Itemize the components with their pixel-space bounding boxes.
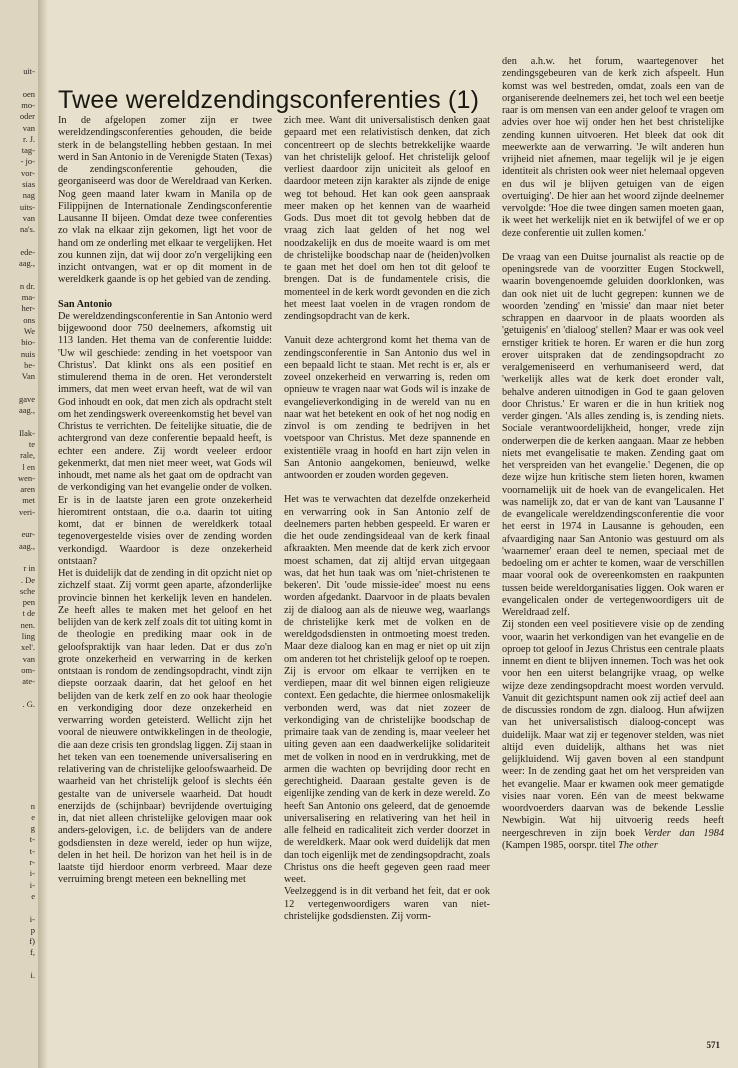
paragraph: Veelzeggend is in dit verband het feit, dat er ook 12 vertegenwoordigers waren van niet-christelijke godsdiensten. Zij vorm- — [284, 886, 490, 922]
article-column-1 — [58, 115, 272, 887]
strip-text-fragment: - jo- — [20, 156, 35, 167]
strip-text-fragment: veri- — [18, 506, 35, 517]
strip-text-fragment: g — [30, 823, 35, 834]
strip-text-fragment: t de — [22, 608, 35, 619]
strip-text-fragment: n — [30, 800, 35, 811]
article-column-2 — [284, 115, 490, 923]
paragraph: De wereldzendingsconferentie in San Antonio werd bijgewoond door 750 deelnemers, afkomstig uit 113 landen. Het thema van de conferentie luidde: 'Uw wil geschiede: zending in het voetspoor van Christus'. Dat klinkt ons als een positief en stimulerend thema in de oren. Het veronderstelt immers, dat men weet ervan heeft, wat de wil van God inhoudt en ook, dat men zich als opdracht stelt om het zendingswerk overeenkomstig het bevel van Christus te verrichten. De feitelijke situatie, die de achtergrond van deze conferentie bepaald heeft, is echter een andere. Zij wordt veeleer erdoor gekenmerkt, dat men niet meer weet, wat Gods wil inhoudt, met name als het gaat om de opdracht van de verkondiging van het evangelie onder de volken. Er is in de laatste jaren een grote onzekerheid hieromtrent ontstaan, die o.a. daarin tot uiting komt, dat er binnen de wereldkerk totaal tegenovergestelde visies over de zending worden verkondigd. Waardoor is deze onzekerheid ontstaan? — [58, 310, 272, 567]
paragraph: Het was te verwachten dat dezelfde onzekerheid en verwarring ook in San Antonio zelf de deelnemers parten hebben gespeeld. Er waren er die het oude zendingsideaal van de kerk finaal afkraakten. Men meende dat de kerk zich ervoor moest schamen, dat zij altijd ervan uitgegaan was, dat het hun taak was om 'niet-christenen te bekeren'. Dit 'oude missie-idee' moest nu eens worden afgedankt. Daarvoor in de plaats bevalen zij de dialoog aan als de nieuwe weg, waarlangs de christelijke kerk met de volken en de wereldgodsdiensten in ontmoeting moest treden. Maar deze dialoog kan en mag er niet op uit zijn om anderen tot het christelijk geloof op te roepen. Zij is ervoor om elkaar te verrijken en te verdiepen, maar dit wel binnen eigen religieuze context. Een gedachte, die hiermee onlosmakelijk verbonden werd, was dat niet zozeer de verkondiging van de christelijke boodschap de primaire taak van de zending is, maar veeleer het uiting geven aan een daadwerkelijke solidariteit met de volken in nood en in verdrukking, met de armen die wachten op bevrijding door recht en gerechtigheid. Daaraan gestalte geven is de eigenlijke zending van de kerk in deze wereld. Zo heeft San Antonio ons geleerd, dat de genoemde universalisering en relativering van het heil in alle felheid en radicaliteit zich verder doorzet in de wereldkerk. Maar ook werd duidelijk dat men dan toch eigenlijk met de zendingsopdracht, zoals Christus ons die heeft gegeven geen raad meer weet. — [284, 494, 490, 885]
strip-text-fragment: Van — [21, 371, 35, 382]
paragraph: den a.h.w. het forum, waartegenover het zendingsgebeuren van de kerk zich afspeelt. Hun komst was wel bestreden, omdat, zoals een van de organiserende deelnemers zei, het toch wel een beetje raar is om mensen van een ander geloof te vragen om advies over hoe wij onder hen het best christelijke zending kunnen uitvoeren. Het bleek dat ook dit meewerkte aan de verwarring. 'Je wilt anderen hun vrijheid niet afnemen, maar tegelijk wil je je eigen identiteit als christen ook weer niet helemaal opgeven en dus wil je blijven getuigen van de eigen overtuiging'. De hier aan het woord zijnde deelnemer vervolgde: 'Hoe die twee dingen samen moeten gaan, ik weet het werkelijk niet en ik betwijfel of we er op deze conferentie uit zullen komen.' — [502, 56, 724, 239]
paragraph — [502, 619, 724, 852]
strip-text-fragment: e — [31, 890, 35, 901]
strip-text-fragment: uits- — [19, 201, 35, 212]
article-column-3 — [502, 56, 724, 852]
strip-text-fragment: ate- — [22, 676, 35, 687]
text-run: Zij stonden een veel positievere visie op de zending voor, waarin het verkondigen van het evangelie en de oproep tot geloof in Jezus Christus een centrale plaats innemt en dient te blijven innemen. Toch was het ook voor hen een uiterst belangrijke vraag, op welke wijze deze zendingsopdracht moest worden vervuld. Vanuit dit gezichtspunt namen ook zij actief deel aan de discussies rondom de zgn. dialoog. Hun afwijzen van het universalistisch dialoog-concept was duidelijk. Maar wat zij er tegenover stelden, was niet altijd even duidelijk, althans het was niet gelijkluidend. Wij gaven boven al een standpunt weer: In de zending gaat het om het verspreiden van het evangelie. Maar er kwamen ook meer gematigde visies naar voren. Eén van de meest bekwame woordvoerders daarvan was de bekende Lesslie Newbigin. Wat hij uitvoerig reeds heeft neergeschreven in zijn boek — [502, 619, 724, 839]
strip-text-fragment: ma- — [21, 292, 35, 302]
strip-text-fragment: wen- — [18, 472, 35, 483]
strip-text-fragment: i- — [29, 913, 35, 924]
strip-text-fragment: i. — [30, 970, 35, 980]
strip-text-fragment: pen — [22, 597, 35, 608]
paragraph: In de afgelopen zomer zijn er twee wereldzendingsconferenties gehouden, die beide sterk in de belangstelling hebben gestaan. In mei werd in San Antonio in de Verenigde Staten (Texas) de zendingsconferentie gehouden, die georganiseerd was door de Wereldraad van Kerken. Nog geen maand later kwam in Manila op de Filippijnen de Internationale Zendingsconferentie Lausanne II bijeen. Omdat deze twee conferenties zo vlak na elkaar zijn gekomen, ligt het voor de hand om ze onderling met elkaar te vergelijken. Het zou kunnen zijn, dat wij door zo'n vergelijking een inzicht ontvangen, wat er op dit moment in de wereldkerk gaande is op het gebied van de zending. — [58, 115, 272, 286]
strip-text-fragment: nag — [22, 190, 35, 201]
strip-text-fragment: r- — [29, 857, 35, 867]
strip-text-fragment: l en — [22, 461, 35, 472]
strip-text-fragment: om- — [21, 664, 35, 675]
strip-text-fragment: We — [23, 325, 35, 336]
strip-text-fragment: van — [22, 122, 35, 133]
strip-text-fragment: f, — [30, 947, 35, 958]
paragraph: Het is duidelijk dat de zending in dit opzicht niet op zichzelf staat. Zij vormt geen aparte, afzonderlijke provincie binnen het kerkelijk leven en handelen. Ze heeft alles te maken met het geloof en het belijden van de kerk zelf zoals dit tot uiting komt in de theologie en prediking maar ook in de geloofspraktijk van haar leden. Dat er dus zo'n grote onzekerheid en verwarring in de kerken ontstaan is rondom de zendingsopdracht, vindt zijn diepste oorzaak daarin, dat het geloof en het belijden van de kerk zelf en zo ook haar theologie en verkondiging door deze onzekerheid en verwarring worden geteisterd. Wellicht zijn het vooral de nieuwere ontwikkelingen in de theologie, die aan deze crisis ten grondslag liggen. Zij staan in het teken van een toenemende universalisering en relativering van de christelijke geloofswaarheid. De waarheid van het christelijk geloof is slechts één gestalte van de universele waarheid. Dat houdt enerzijds de (schijnbaar) bevrijdende overtuiging in, dat niet alleen christelijke gelovigen maar ook anders-gelovigen, i.c. de belijders van de andere godsdiensten in deze wereld, ieder op hun wijze, delen in het heil. De horizon van het heil is in de laatste tijd hierdoor enorm verbreed. Maar deze verruiming brengt meteen een beknelling met — [58, 568, 272, 886]
strip-text-fragment: ons — [23, 314, 35, 325]
strip-text-fragment: mo- — [21, 99, 35, 110]
strip-text-fragment: uit- — [23, 66, 35, 76]
strip-text-fragment: eur- — [21, 529, 35, 540]
strip-text-fragment: f) — [29, 936, 35, 947]
strip-text-fragment: tag- — [21, 145, 35, 156]
page-number: 571 — [706, 1040, 720, 1050]
strip-text-fragment: aren — [20, 484, 35, 495]
paragraph: De vraag van een Duitse journalist als reactie op de openingsrede van de voorzitter Eugen Stockwell, waarin bovengenoemde geluiden doorklonken, was dan ook niet uit de lucht gegrepen: kunnen we de woorden 'zending' en 'missie' dan maar niet beter schrappen en daarvoor in de plaats woorden als 'getuigenis' en 'dialoog' stellen? Maar er was ook veel ernstiger kritiek te horen. Er waren er die hun zorg erover uitspraken dat de zendingsopdracht zo veralgemeniseerd en verhumaniseerd werd, dat 'werkelijk alles wat de kerk doet eronder valt, behalve anderen uitnodigen in God te gaan geloven door Christus.' Er waren er die in hun kritiek nog verder gingen. 'Als alles zending is, is zending niets. Sociale verantwoordelijkheid, honger, vrede zijn onderwerpen die de kerken aangaan. Maar ze hebben niets met evangelisatie te maken. Zending gaat om het verspreiden van het evangelie.' Degenen, die op deze wijze hun kritische stem lieten horen, kwamen voornamelijk uit de hoek van de evangelicalen. Het was namelijk zo, dat er van de kant van 'Lausanne I' de evangelicale wereldzendingsconferentie die voor het eerst in 1974 in Lausanne is gehouden, een afvaardiging naar San Antonio was gestuurd om als 'waarnemer' eraan deel te nemen, speciaal met de bedoeling om er achter te komen, waar de verschillen maar vooral ook de overeenkomsten en raakpunten tussen beide wereldorganisaties liggen. Ook waren er evangelicalen onder de vertegenwoordigers uit de Wereldraad zelf. — [502, 251, 724, 618]
strip-text-fragment: . De — [20, 574, 35, 585]
strip-text-fragment: nuis — [20, 348, 35, 359]
strip-text-fragment: i- — [29, 868, 35, 879]
adjacent-page-strip — [0, 0, 39, 1068]
book-title-original: The other — [618, 839, 658, 851]
paragraph: zich mee. Want dit universalistisch denken gaat gepaard met een relativistisch denken, dat zich concentreert op de slechts betrekkelijke waarde van het christelijk geloof. Het christelijk geloof verliest daardoor zijn uniciteit als geloof en daardoor meteen zijn karakter als zijnde de enige weg tot behoud. Het kan ook geen aanspraak meer maken op het kennen van de waarheid Gods. Dus moet dit tot gevolg hebben dat de vraag zich laat gelden of het nog wel noodzakelijk en dus de moeite waard is om met de christelijke boodschap naar de (heiden)volken te gaan met het doel om hen tot dit geloof te brengen. Dat is de fundamentele crisis, die momenteel in de kerk wordt gevonden en die zich het meest laat voelen in de vragen rondom de zendingsopdracht van de kerk. — [284, 115, 490, 322]
strip-text-fragment: e — [31, 811, 35, 822]
strip-text-fragment: nen. — [20, 619, 35, 630]
strip-text-fragment: van — [22, 653, 35, 664]
strip-text-fragment: van — [22, 212, 35, 223]
strip-text-fragment: xel'. — [20, 642, 35, 653]
strip-text-fragment: Ilak- — [18, 427, 35, 438]
strip-text-fragment: p — [30, 924, 35, 935]
strip-text-fragment: met — [22, 495, 35, 506]
strip-text-fragment: aag., — [18, 258, 35, 269]
strip-text-fragment: aag., — [18, 540, 35, 551]
page-gutter — [38, 0, 48, 1068]
strip-text-fragment: her- — [21, 303, 35, 314]
strip-text-fragment: gave — [18, 393, 35, 404]
subheading-san-antonio: San Antonio — [58, 298, 113, 310]
strip-text-fragment: n dr. — [19, 280, 35, 291]
strip-text-fragment: vor- — [21, 167, 35, 178]
strip-text-fragment: be- — [24, 359, 35, 370]
strip-text-fragment: rale, — [20, 450, 35, 461]
strip-text-fragment: ede- — [20, 246, 35, 257]
strip-text-fragment: r. J. — [22, 133, 35, 144]
strip-text-fragment: t- — [29, 834, 35, 845]
strip-text-fragment: oen — [22, 88, 35, 99]
strip-text-fragment: . G. — [22, 698, 35, 709]
strip-text-fragment: sche — [19, 585, 35, 596]
strip-text-fragment: i- — [29, 879, 35, 890]
strip-text-fragment: te — [28, 438, 35, 449]
magazine-page — [48, 0, 738, 1068]
paragraph: Vanuit deze achtergrond komt het thema van de zendingsconferentie in San Antonio dus wel in een bepaald licht te staan. Met recht is er, als er zoveel onzekerheid en verwarring is, reden om opnieuw te vragen naar wat Gods wil is inzake de evangelieverkondiging in de wereld van nu en naar wat het betekent en ook of het nog nodig en zinvol is om zending te bedrijven in het voetspoor van Christus. Met deze spannende en existentiële vraag in hoofd en hart zijn velen in San Antonio aangekomen, benieuwd, welke antwoorden er zouden worden gegeven. — [284, 335, 490, 481]
strip-text-fragment: r in — [23, 563, 35, 574]
strip-text-fragment: t- — [29, 845, 35, 856]
strip-text-fragment: bio- — [21, 337, 35, 348]
strip-text-fragment: ling — [21, 631, 35, 641]
text-run: (Kampen 1985, oorspr. titel — [502, 839, 619, 851]
article-title: Twee wereldzendingsconferenties (1) — [58, 86, 480, 114]
book-title: Verder dan 1984 — [643, 827, 725, 839]
strip-text-fragment: aag., — [18, 405, 35, 415]
strip-text-fragment: na's. — [20, 224, 35, 235]
strip-text-fragment: sias — [22, 179, 35, 189]
strip-text-fragment: oder — [19, 111, 35, 122]
